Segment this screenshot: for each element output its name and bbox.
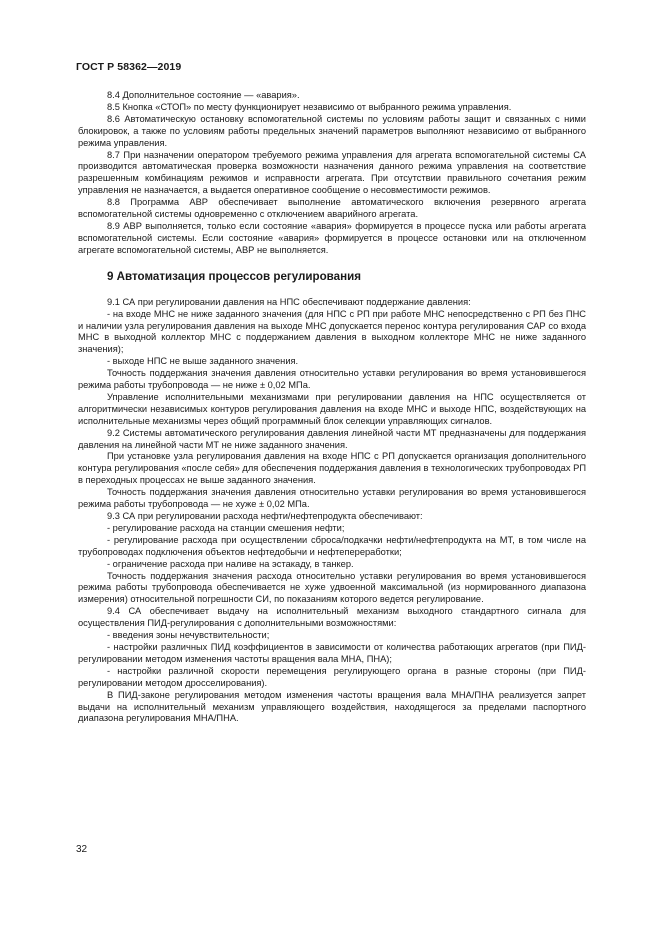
paragraph: При установке узла регулирования давления на входе НПС с РП допускается организация дополнительного контура регулирования «после себя» для обеспечения поддержания давления в технологических трубопроводах РП в переходных процессах не выше заданного значения. xyxy=(78,451,586,486)
list-item: - настройки различной скорости перемещения регулирующего органа в разные стороны (при ПИД-регулировании методом дросселирования). xyxy=(78,665,586,688)
list-item: - на входе МНС не ниже заданного значения (для НПС с РП при работе МНС непосредственно с РП без ПНС и наличии узла регулирования давления на выходе МНС допускается перенос контура регулирования САР со входа МНС в выходной коллектор МНС с поддержанием давления в выходном коллекторе МНС не ниже заданного значения); xyxy=(78,308,586,355)
list-item: - настройки различных ПИД коэффициентов в зависимости от количества работающих агрегатов (при ПИД-регулировании методом изменения частоты вращения вала МНА, ПНА); xyxy=(78,641,586,664)
section-9-heading: 9 Автоматизация процессов регулирования xyxy=(107,269,361,283)
paragraph: Управление исполнительными механизмами при регулировании давления на НПС осуществляется от алгоритмически независимых контуров регулирования давления на входе МНС и выходе НПС, воздействующих на исполнительные механизмы через общий программный блок селекции управляющих сигналов. xyxy=(78,391,586,426)
paragraph: В ПИД-законе регулирования методом изменения частоты вращения вала МНА/ПНА реализуется запрет выдачи на исполнительный механизм управляющего воздействия, находящегося за пределами паспортного диапазона регулирования МНА/ПНА. xyxy=(78,689,586,724)
list-item: - введения зоны нечувствительности; xyxy=(107,630,270,641)
list-item: - регулирование расхода при осуществлении сброса/подкачки нефти/нефтепродукта на МТ, в том числе на трубопроводах подключения объектов нефтедобычи и нефтепереработки; xyxy=(78,534,586,557)
paragraph: Точность поддержания значения расхода относительно уставки регулирования во время установившегося режима работы трубопровода обеспечивается не хуже удвоенной максимальной (из нормированного диапазона измерения) относительной погрешности СИ, по показаниям которого ведется регулирование. xyxy=(78,570,586,605)
paragraph-8-6: 8.6 Автоматическую остановку вспомогательной системы по условиям работы защит и связанных с ними блокировок, а также по условиям работы предельных значений параметров выполняют независимо от выбранного режима управления. xyxy=(78,113,586,148)
list-item: - ограничение расхода при наливе на эстакаду, в танкер. xyxy=(107,558,354,569)
list-item: - выходе НПС не выше заданного значения. xyxy=(107,356,299,367)
paragraph: Точность поддержания значения давления относительно уставки регулирования во время установившегося режима работы трубопровода — не ниже ± 0,02 МПа. xyxy=(78,368,586,391)
page-number: 32 xyxy=(76,844,88,855)
paragraph-8-5: 8.5 Кнопка «СТОП» по месту функционирует независимо от выбранного режима управления. xyxy=(107,101,512,112)
paragraph-9-4: 9.4 СА обеспечивает выдачу на исполнительный механизм выходного стандартного сигнала для осуществления ПИД-регулирования с дополнительными возможностями: xyxy=(78,606,586,629)
paragraph: Точность поддержания значения давления относительно уставки регулирования во время установившегося режима работы трубопровода — не хуже ± 0,02 МПа. xyxy=(78,487,586,510)
paragraph-9-1: 9.1 СА при регулировании давления на НПС обеспечивают поддержание давления: xyxy=(107,296,471,307)
paragraph-9-3: 9.3 СА при регулировании расхода нефти/нефтепродукта обеспечивают: xyxy=(107,511,423,521)
paragraph-9-2: 9.2 Системы автоматического регулирования давления линейной части МТ предназначены для поддержания давления на линейной части МТ не ниже заданного значения. xyxy=(78,427,586,450)
page-header: ГОСТ Р 58362—2019 xyxy=(76,61,182,73)
list-item: - регулирование расхода на станции смешения нефти; xyxy=(107,522,345,533)
paragraph-8-8: 8.8 Программа АВР обеспечивает выполнение автоматического включения резервного агрегата вспомогательной системы одновременно с отключением аварийного агрегата. xyxy=(78,197,586,220)
paragraph-8-4: 8.4 Дополнительное состояние — «авария». xyxy=(107,90,300,100)
paragraph-8-9: 8.9 АВР выполняется, только если состояние «авария» формируется в процессе пуска или работы агрегата вспомогательной системы. Если состояние «авария» формируется в процессе остановки или на отключенном агрегате вспомогательной системы, АВР не выполняется. xyxy=(78,220,586,255)
document-body xyxy=(78,90,586,725)
paragraph-8-7: 8.7 При назначении оператором требуемого режима управления для агрегата вспомогательной системы СА производится автоматическая проверка возможности назначения данного режима управления на соответствие разрешенным комбинациям режимов и исправности агрегата. При отсутствии правильного сочетания режим управления не назначается, а выдается оперативное сообщение о несовместимости режимов. xyxy=(78,149,586,196)
